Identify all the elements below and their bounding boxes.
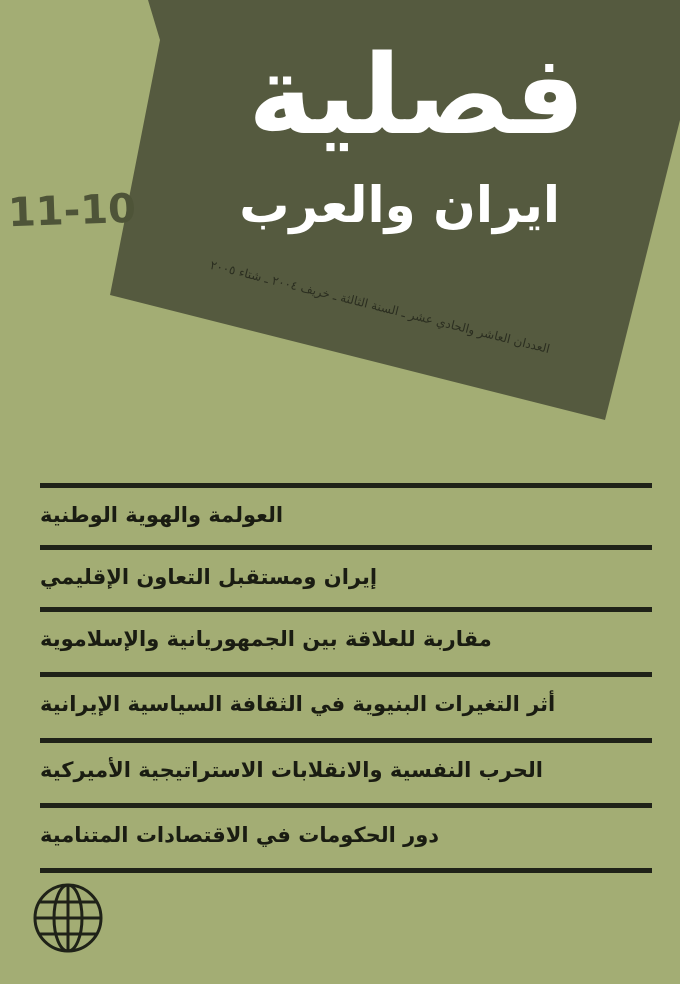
article-title-text: أثر التغيرات البنيوية في الثقافة السياسية الإيرانية [40, 692, 556, 716]
issue-info: العددان العاشر والحادي عشر ـ السنة الثالثة ـ خريف ٢٠٠٤ ـ شتاء ٢٠٠٥ [208, 257, 552, 357]
article-title-text: الحرب النفسية والانقلابات الاستراتيجية الأميركية [40, 758, 543, 782]
article-title-text: مقاربة للعلاقة بين الجمهوريانية والإسلاموية [40, 627, 492, 651]
article-title [40, 547, 642, 607]
magazine-subtitle: ايران والعرب [239, 176, 560, 234]
article-title-text: إيران ومستقبل التعاون الإقليمي [40, 565, 378, 589]
article-title-text: دور الحكومات في الاقتصادات المتنامية [40, 823, 440, 847]
article-title [40, 609, 642, 669]
issue-number: 11-10 [7, 185, 137, 237]
divider-rule [40, 868, 652, 873]
globe-icon [30, 880, 106, 956]
article-title [40, 740, 642, 800]
article-title [40, 485, 642, 545]
article-title [40, 674, 642, 734]
article-title-text: العولمة والهوية الوطنية [40, 503, 284, 527]
article-title [40, 805, 642, 865]
magazine-title: فصلية [248, 31, 585, 159]
